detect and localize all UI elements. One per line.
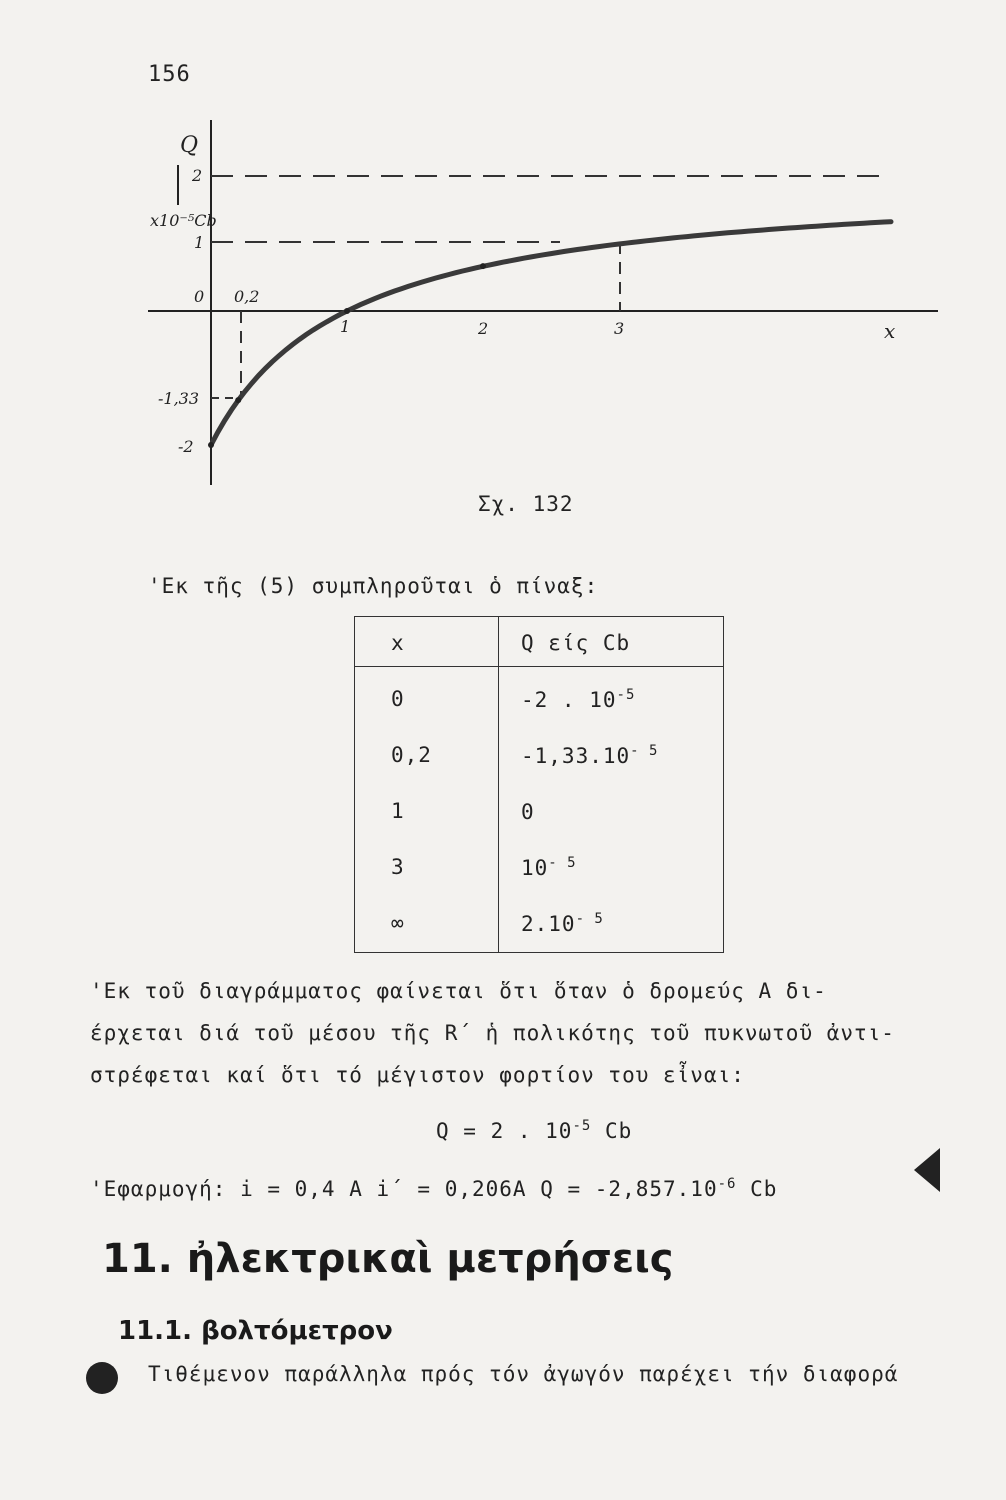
body-text: Τιθέμενον παράλληλα πρός τόν ἀγωγόν παρέχει τήν διαφορά [148,1362,899,1386]
application-line: 'Εφαρμογή: i = 0,4 A i΄ = 0,206A $Q = -2,857.10^{-6}$ Cb [90,1176,778,1201]
table-row [355,729,724,785]
cell-x: 1 [355,785,499,841]
cell-x: 0,2 [355,729,499,785]
x-tick-3: 3 [614,319,625,338]
paragraph-line: έρχεται διά τοῦ μέσου τῆς R΄ ἡ πολικότης τοῦ πυκνωτοῦ ἀντι- [90,1021,895,1045]
cell-q: -2 . $10^{-5}$ [521,687,636,712]
y-tick-0: 0 [194,287,205,306]
figure-caption: Σχ. 132 [478,492,574,516]
cell-x: ∞ [355,897,499,953]
cell-q: 0 [521,799,535,824]
data-point [480,263,486,269]
figure-132-chart [0,0,1006,520]
paragraph-line: στρέφεται καί ὅτι τό μέγιστον φορτίον του εἶναι: [90,1063,745,1087]
intro-text: 'Εκ τῆς (5) συμπληροῦται ὁ πίναξ: [148,574,599,598]
bullet-icon [86,1362,118,1394]
subsection-title: 11.1. βολτόμετρον [118,1316,393,1346]
y-tick-neg2: -2 [178,437,194,456]
data-point [344,308,350,314]
page-number: 156 [148,62,191,87]
table-row [355,667,724,729]
cell-x: 3 [355,841,499,897]
data-point [208,442,214,448]
cell-x: 0 [355,667,499,729]
y-tick-1: 1 [194,233,205,252]
data-table [354,616,724,953]
y-unit-label: x10⁻⁵Cb [150,211,217,230]
paragraph [90,970,950,1096]
y-axis-label: Q [180,133,199,158]
table-row [355,897,724,953]
cell-q: $2.10^{- 5}$ [521,910,604,936]
x-tick-1: 1 [340,317,351,336]
paragraph-line: 'Εκ τοῦ διαγράμματος φαίνεται ὅτι ὅταν ὁ δρομεύς Α δι- [90,979,827,1003]
table-row [355,841,724,897]
cell-q: $10^{- 5}$ [521,854,577,880]
cell-q: $-1,33.10^{- 5}$ [521,742,659,768]
y-tick-neg133: -1,33 [158,389,200,408]
triangle-marker-icon [914,1148,940,1192]
header-x: x [355,617,499,667]
header-q: Q είς Cb [499,617,724,667]
x-axis-label: x [884,319,896,343]
table-row [355,785,724,841]
data-point [235,397,241,403]
q-curve [211,222,891,445]
section-title: 11. ἠλεκτρικαὶ μετρήσεις [102,1236,674,1282]
x-tick-02: 0,2 [234,287,260,306]
formula: Q = 2 . $10^{-5}$ Cb [436,1118,633,1143]
x-tick-2: 2 [478,319,489,338]
y-tick-2: 2 [192,166,203,185]
